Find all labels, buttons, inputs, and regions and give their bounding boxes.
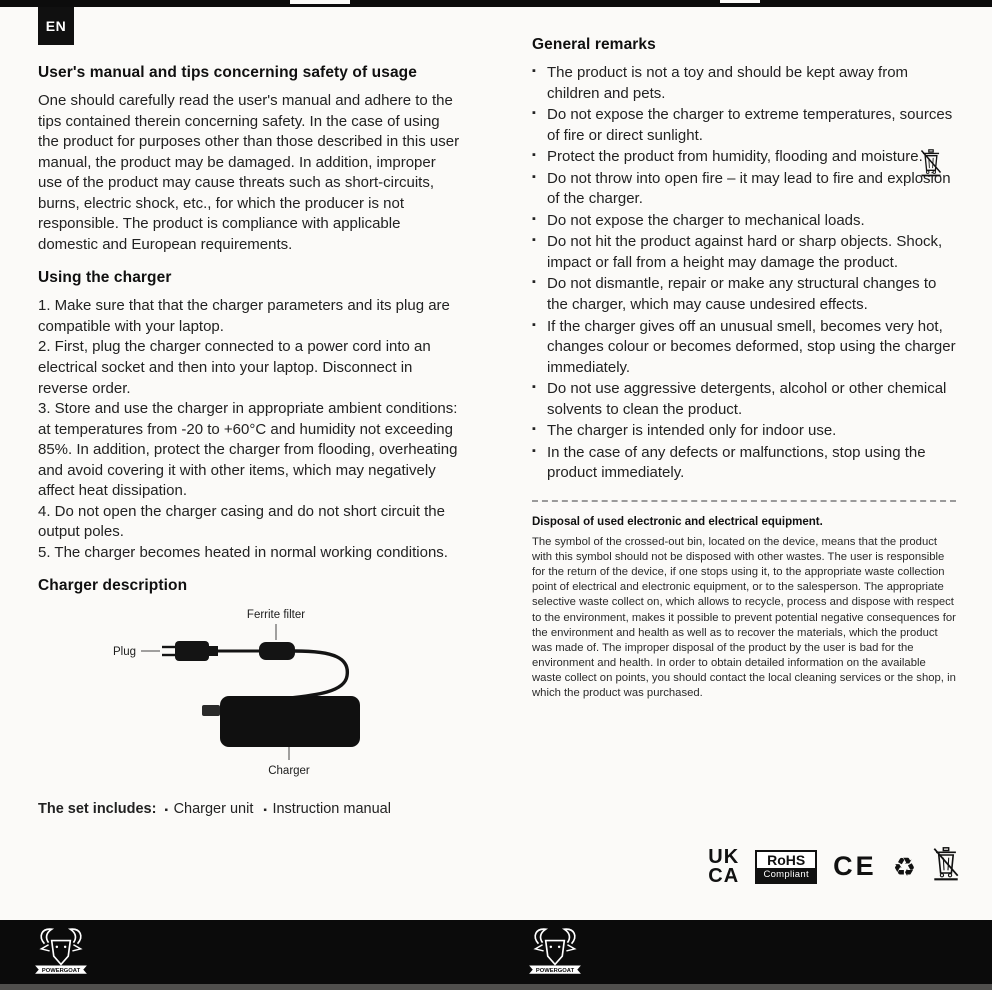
set-includes-item: ▪ Charger unit [164, 801, 253, 817]
charger-diagram [38, 604, 464, 787]
using-step-item: 5. The charger becomes heated in normal working conditions. [38, 543, 448, 561]
powergoat-logo [526, 926, 584, 983]
dc-connector [202, 705, 220, 716]
ferrite-filter [259, 642, 295, 660]
plug-body [175, 641, 209, 661]
ukca-line1: UK [708, 846, 740, 869]
footer-bar [0, 920, 992, 984]
disposal-paragraph: The symbol of the crossed-out bin, located on the device, means that the product with this symbol should not be disposed with other wastes. The user is responsible for the return of the device, if one stops using it, to the appropriate waste collection point of electrical and electronic equipment, or to the salesperson. The appropriate selective waste collect on, which allows to recycle, process and dispose with respect to the environment, makes it possible to prevent potential negative consequences for the environment and health as well as to recover the materials, which the product was made of. The improper disposal of the product by the user is bad for the environment and health. In order to obtain detailed information on the available waste collect on points, you should contact the local cleaning services or the shop, in which the product was purchased. [532, 535, 956, 700]
using-step-item: 4. Do not open the charger casing and do not short circuit the output poles. [38, 502, 445, 541]
using-heading: Using the charger [38, 269, 172, 287]
set-includes-label: The set includes: [38, 801, 157, 818]
safety-heading: User's manual and tips concerning safety of usage [38, 64, 417, 81]
safety-paragraph: One should carefully read the user's manual and adhere to the tips contained therein concerning safety. In the case of using the product for purposes other than those described in this user manual, the product may be damaged. In addition, improper use of the product may cause threats such as short-circuits, burns, electric shock, etc., for which the producer is not responsible. The product is compliance with applicable domestic and European requirements. [38, 92, 460, 253]
rohs-title: RoHS [767, 851, 806, 868]
general-remark-item: ▪ The charger is intended only for indoor use. [532, 421, 956, 442]
powergoat-logo [32, 926, 90, 983]
set-includes-line [38, 801, 464, 817]
weee-bin-icon [932, 846, 960, 887]
using-steps-list [38, 296, 464, 563]
using-step-item: 1. Make sure that that the charger parameters and its plug are compatible with your laptop. [38, 297, 450, 335]
plug-label: Plug [112, 646, 136, 659]
compliance-marks [640, 846, 960, 887]
general-remark-item: ▪ Do not use aggressive detergents, alcohol or other chemical solvents to clean the product. [532, 379, 956, 420]
dashed-divider [532, 500, 956, 502]
language-badge [38, 7, 74, 45]
general-remarks-heading: General remarks [532, 36, 656, 53]
powergoat-logo-text: POWERGOAT [41, 967, 81, 974]
set-includes-items [164, 801, 401, 817]
general-remark-item: ▪ If the charger gives off an unusual smell, becomes very hot, changes colour or becomes deformed, stop using the charger immediately. [532, 317, 956, 379]
disposal-heading: Disposal of used electronic and electrical equipment. [532, 515, 823, 528]
charger-label: Charger [268, 765, 310, 778]
powergoat-logo-text: POWERGOAT [535, 967, 575, 974]
weee-bin-icon-svg [920, 148, 942, 178]
using-step-item: 3. Store and use the charger in appropriate ambient conditions: at temperatures from -20 to +60°C and humidity not exceeding 85%. In addition, protect the charger from flooding, overheating and avoid covering it with other items, which may negatively affect heat dissipation. [38, 400, 458, 500]
general-remark-item: ▪ Do not throw into open fire – it may lead to fire and explosion of the charger. [532, 169, 956, 210]
charger-description-heading: Charger description [38, 577, 188, 595]
general-remark-item: ▪ Do not expose the charger to extreme temperatures, sources of fire or direct sunlight. [532, 105, 956, 146]
general-remark-item: ▪ Do not dismantle, repair or make any structural changes to the charger, which may cause undesired effects. [532, 274, 956, 315]
charger-diagram-svg [38, 604, 464, 782]
rohs-mark [755, 850, 817, 884]
top-border-strip [0, 0, 992, 7]
rohs-subtitle: Compliant [757, 868, 815, 882]
plug-neck [209, 646, 218, 656]
general-remarks-list [532, 63, 956, 484]
right-column [532, 36, 956, 701]
scan-artifact [720, 0, 760, 3]
weee-bin-icon-svg [932, 846, 960, 882]
ce-mark: CE [833, 851, 877, 881]
powergoat-logo-svg [32, 926, 90, 978]
ferrite-filter-label: Ferrite filter [246, 609, 306, 622]
scan-artifact [290, 0, 350, 4]
general-remark-item: ▪ Do not expose the charger to mechanical loads. [532, 211, 956, 232]
ukca-line2: CA [708, 864, 740, 887]
left-column [38, 64, 464, 817]
set-includes-item: ▪ Instruction manual [263, 801, 391, 817]
general-remark-item: ▪ The product is not a toy and should be kept away from children and pets. [532, 63, 956, 104]
weee-bin-icon [920, 148, 942, 183]
general-remark-item: ▪ Do not hit the product against hard or sharp objects. Shock, impact or fall from a height may damage the product. [532, 232, 956, 273]
recycle-icon: ♻ [892, 851, 916, 882]
language-badge-label: EN [45, 18, 67, 34]
using-step-item: 2. First, plug the charger connected to a power cord into an electrical socket and then into your laptop. Disconnect in reverse order. [38, 338, 431, 397]
general-remark-item: ▪ In the case of any defects or malfunctions, stop using the product immediately. [532, 443, 956, 484]
footer-edge-strip [0, 984, 992, 990]
powergoat-logo-svg [526, 926, 584, 978]
charger-body [220, 696, 360, 747]
ukca-mark [708, 848, 739, 885]
general-remark-item: ▪ Protect the product from humidity, flooding and moisture. [532, 147, 956, 168]
